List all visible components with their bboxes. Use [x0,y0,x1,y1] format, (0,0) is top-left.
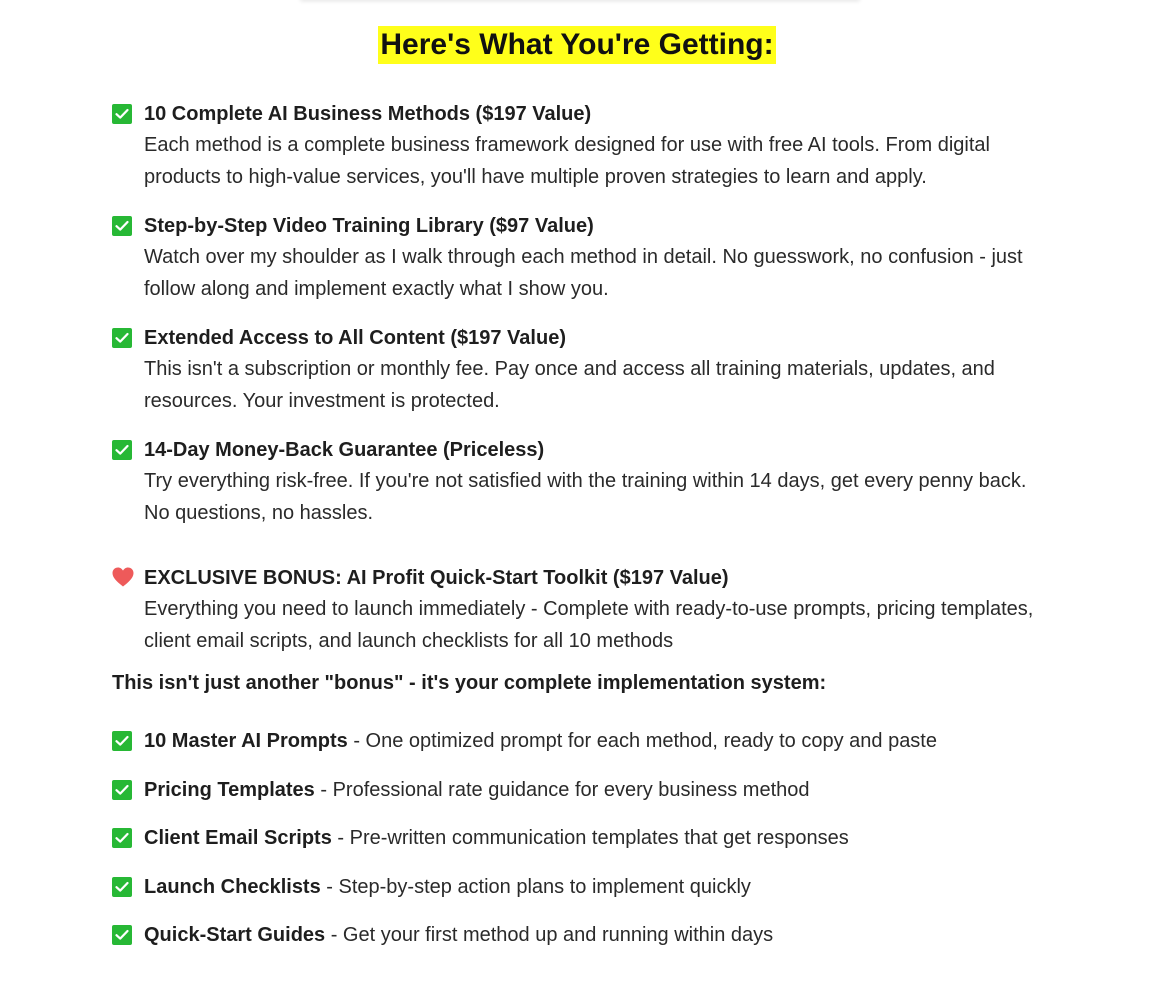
component-name: Quick-Start Guides [144,924,326,946]
component-description: - One optimized prompt for each method, ready to copy and paste [347,730,937,752]
bonus-title: EXCLUSIVE BONUS: AI Profit Quick-Start Toolkit ($197 Value) [144,567,729,589]
component-name: Launch Checklists [144,875,321,898]
check-icon [112,780,132,800]
check-icon [112,877,132,897]
component-item [112,725,1052,774]
heading-container [0,26,1154,64]
component-description: - Professional rate guidance for every business method [314,778,810,801]
feature-description: Each method is a complete business framework designed for use with free AI tools. From digital products to high-value services, you'll have multiple proven strategies to learn and apply. [144,134,990,188]
check-icon [112,440,132,460]
section-heading: Here's What You're Getting: [378,26,775,64]
component-item [112,774,1052,823]
feature-description: This isn't a subscription or monthly fee. Pay once and access all training materials, updates, and resources. Your investment is protected. [144,358,995,412]
component-description: - Pre-written communication templates that get responses [331,827,849,849]
check-icon [112,925,132,945]
feature-description: Watch over my shoulder as I walk through each method in detail. No guesswork, no confusion - just follow along and implement exactly what I show you. [144,246,1023,300]
check-icon [112,216,132,236]
component-list [112,725,1052,968]
component-name: Client Email Scripts [144,827,332,849]
component-name: 10 Master AI Prompts [144,730,348,752]
component-item [112,919,1052,968]
check-icon [112,104,132,124]
check-icon [112,731,132,751]
component-description: - Get your first method up and running within days [325,924,774,946]
feature-item [112,434,1052,529]
check-icon [112,328,132,348]
feature-title: 14-Day Money-Back Guarantee (Priceless) [144,439,545,461]
bonus-item [112,562,1052,657]
feature-item [112,210,1052,305]
feature-title: Step-by-Step Video Training Library ($97 Value) [144,215,594,237]
component-item [112,822,1052,871]
feature-item [112,98,1052,193]
feature-description: Try everything risk-free. If you're not satisfied with the training within 14 days, get every penny back. No questions, no hassles. [144,470,1027,524]
feature-title: Extended Access to All Content ($197 Value) [144,327,566,349]
feature-item [112,322,1052,417]
feature-list [112,98,1052,674]
feature-title: 10 Complete AI Business Methods ($197 Value) [144,103,592,125]
bonus-description: Everything you need to launch immediately - Complete with ready-to-use prompts, pricing templates, client email scripts, and launch checklists for all 10 methods [144,598,1034,652]
implementation-intro: This isn't just another "bonus" - it's your complete implementation system: [112,672,827,694]
component-description: - Step-by-step action plans to implement quickly [320,875,751,898]
component-item [112,871,1052,920]
component-name: Pricing Templates [144,778,315,801]
heart-icon [111,566,135,588]
check-icon [112,828,132,848]
